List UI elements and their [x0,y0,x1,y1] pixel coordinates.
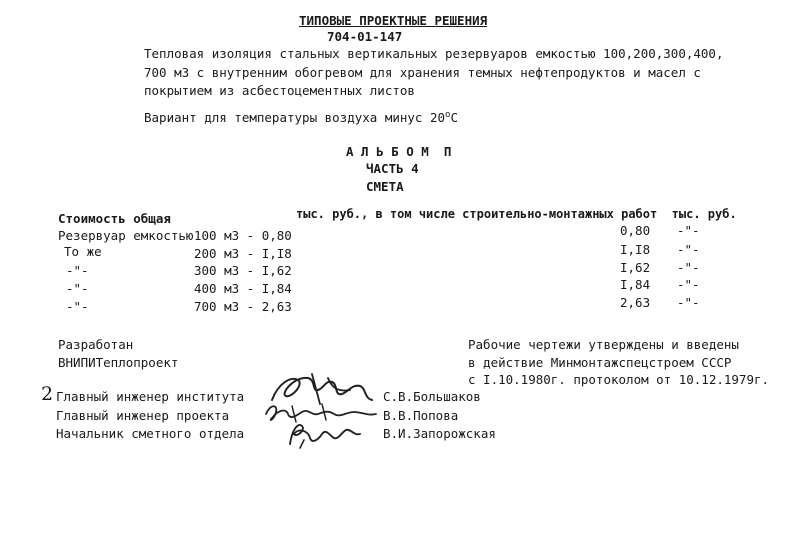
cost-row-4-smr: I,84 [620,277,651,292]
cost-label: Стоимость общая [58,211,171,226]
project-code: 704-01-147 [327,29,403,44]
signatory-2-role: Главный инженер проекта [56,408,230,423]
cost-row-3-unit: -"- [677,260,700,275]
cost-row-5-volume: 700 м3 - 2,63 [194,299,292,314]
developer-org: ВНИПИТеплопроект [58,355,179,370]
signatory-2-name: В.В.Попова [383,408,459,423]
cost-row-1-smr: 0,80 [620,223,651,238]
developer-label: Разработан [58,337,134,352]
signatory-1-name: С.В.Большаков [383,389,481,404]
cost-row-5-unit: -"- [677,295,700,310]
series-title: ТИПОВЫЕ ПРОЕКТНЫЕ РЕШЕНИЯ [299,13,488,28]
cost-row-1-name: Резервуар емкостью [58,228,194,243]
album-title: А Л Ь Б О М П [346,144,452,159]
approval-line-1: Рабочие чертежи утверждены и введены [468,337,739,352]
cost-row-1-volume: 100 м3 - 0,80 [194,228,292,243]
description-line-1: Тепловая изоляция стальных вертикальных резервуаров емкостью 100,200,300,400, [144,46,724,61]
variant-unit: С [450,110,458,126]
cost-row-2-volume: 200 м3 - I,I8 [194,246,292,261]
album-doc: СМЕТА [366,179,404,194]
cost-row-5-name: -"- [66,299,89,314]
cost-row-3-name: -"- [66,263,89,278]
cost-row-2-name: То же [64,244,102,259]
cost-row-5-smr: 2,63 [620,295,651,310]
description-line-3: покрытием из асбестоцементных листов [144,83,415,98]
cost-row-2-smr: I,I8 [620,242,651,257]
signatory-3-name: В.И.Запорожская [383,426,496,441]
handwritten-mark: 2 [41,383,54,405]
signatory-3-role: Начальник сметного отдела [56,426,245,441]
cost-row-3-smr: I,62 [620,260,651,275]
cost-heading: тыс. руб., в том числе строительно-монтажных работ тыс. руб. [296,207,737,221]
cost-row-2-unit: -"- [677,242,700,257]
signature-3 [284,418,364,450]
cost-row-4-name: -"- [66,281,89,296]
variant-line [144,111,458,125]
approval-line-3: с I.10.1980г. протоколом от 10.12.1979г. [468,372,770,387]
cost-row-1-unit: -"- [677,223,700,238]
variant-degree: o [445,110,451,120]
signatory-1-role: Главный инженер института [56,389,245,404]
cost-row-4-unit: -"- [677,277,700,292]
description-line-2: 700 м3 с внутренним обогревом для хранения темных нефтепродуктов и масел с [144,65,701,80]
approval-line-2: в действие Минмонтажспецстроем СССР [468,355,732,370]
cost-row-3-volume: 300 м3 - I,62 [194,263,292,278]
variant-text: Вариант для температуры воздуха минус 20 [144,110,446,126]
cost-row-4-volume: 400 м3 - I,84 [194,281,292,296]
album-part: ЧАСТЬ 4 [366,161,419,176]
